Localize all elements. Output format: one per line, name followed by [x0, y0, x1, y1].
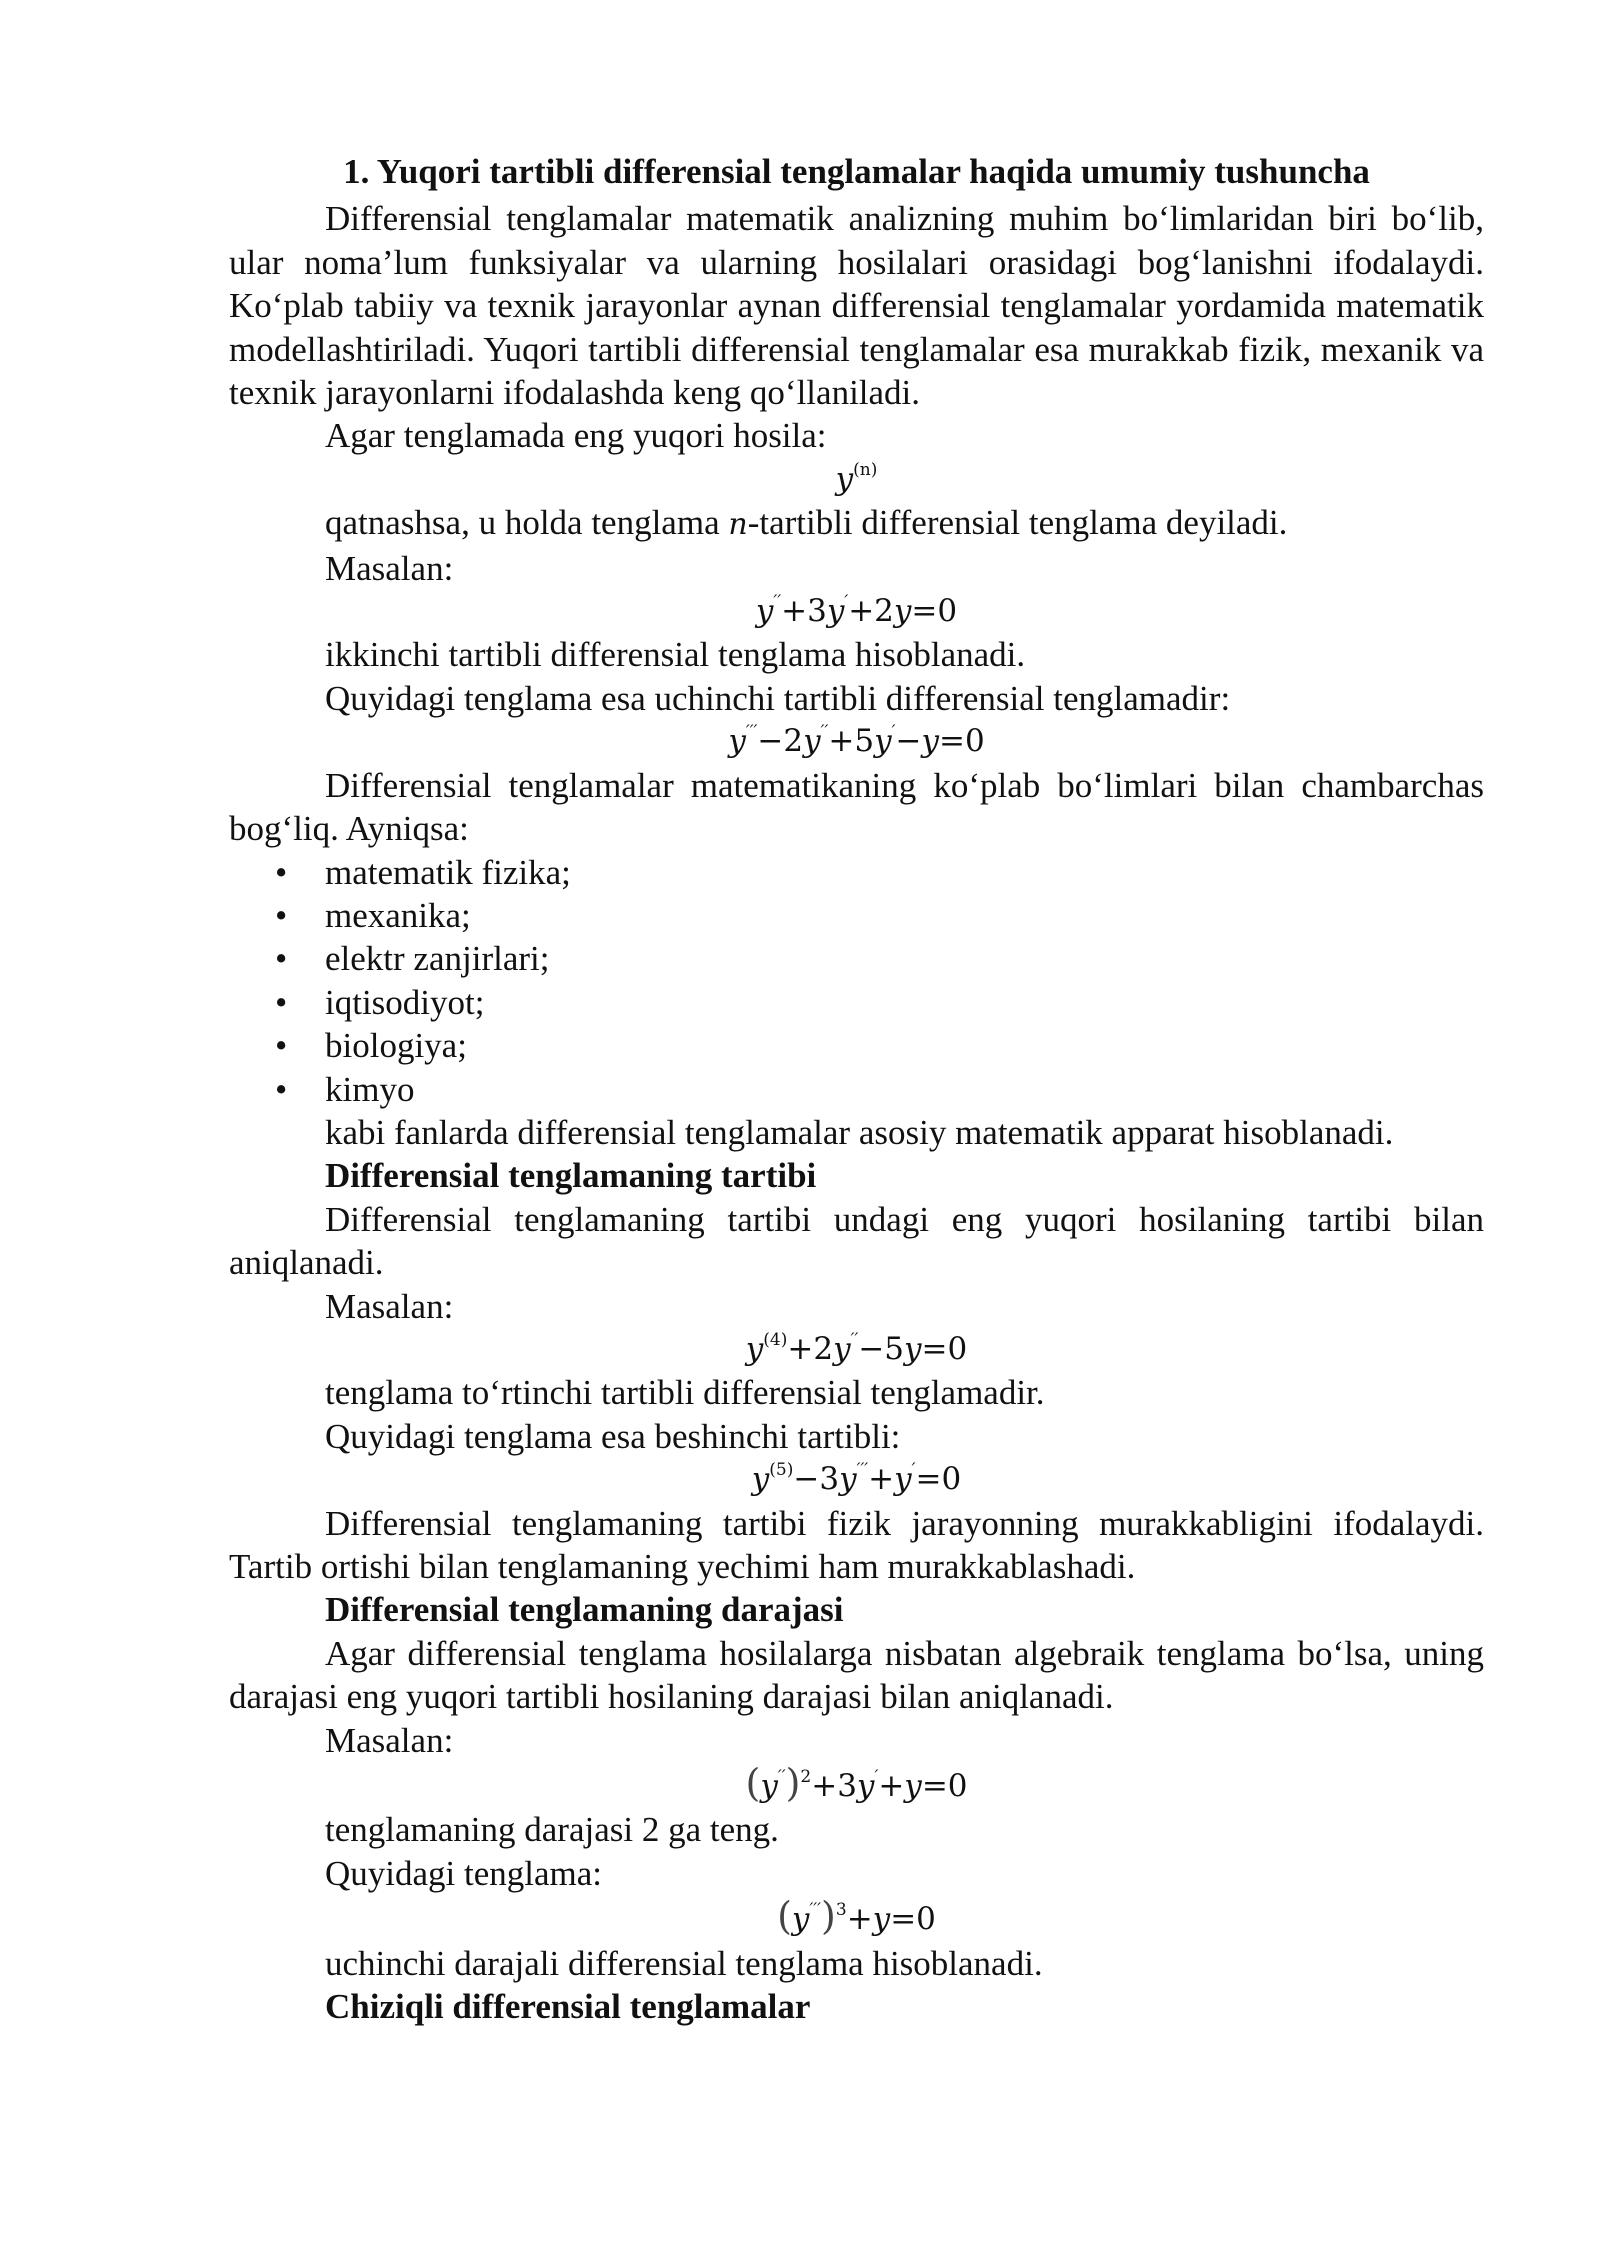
formula-degree-three: $(y''')^3+y=0$: [777, 1894, 936, 1939]
formula-third-order: y′′′−2y′′+5y′−y=0: [728, 722, 985, 760]
fields-list: [229, 851, 1484, 1111]
formula-second-order: y′′+3y′+2y=0: [755, 592, 958, 630]
third-order-intro: Quyidagi tenglama esa uchinchi tartibli differensial tenglamadir:: [325, 678, 1231, 718]
fourth-order-note: tenglama to‘rtinchi tartibli differensial tenglamadir.: [325, 1373, 1045, 1413]
example-label-3: Masalan:: [325, 1720, 454, 1760]
document-body: [229, 150, 1484, 2028]
formula-fifth-order: $y^{(5)}-3y'''+y'=0$: [751, 1460, 962, 1498]
degree-three-note: uchinchi darajali differensial tenglama hisoblanadi.: [325, 1943, 1043, 1983]
second-order-note: ikkinchi tartibli differensial tenglama hisoblanadi.: [325, 635, 1026, 675]
formula-fourth-order: $y^{(4)}+2y''-5y=0$: [745, 1329, 968, 1367]
fields-conclusion: kabi fanlarda differensial tenglamalar asosiy matematik apparat hisoblanadi.: [325, 1112, 1394, 1152]
formula-nth-derivative: $y^{(n)}$: [835, 459, 878, 497]
heading-degree: Differensial tenglamaning darajasi: [325, 1590, 844, 1630]
heading-linear: Chiziqli differensial tenglamalar: [325, 1987, 811, 2027]
list-item: • biologiya;: [229, 1024, 1484, 1067]
formula-degree-two: $(y'')^2+3y'+y=0$: [745, 1761, 968, 1806]
section-title: 1. Yuqori tartibli differensial tenglamalar haqida umumiy tushuncha: [343, 152, 1370, 191]
list-item: • matematik fizika;: [229, 851, 1484, 894]
degree-definition-paragraph: Agar differensial tenglama hosilalarga nisbatan algebraik tenglama bo‘lsa, uning darajasi eng yuqori tartibli hosilaning darajasi bilan aniqlanadi.: [229, 1633, 1484, 1717]
example-label-1: Masalan:: [325, 548, 454, 588]
example-label-2: Masalan:: [325, 1286, 454, 1326]
heading-order: Differensial tenglamaning tartibi: [325, 1156, 817, 1196]
list-item: • elektr zanjirlari;: [229, 937, 1484, 980]
list-item: • mexanika;: [229, 894, 1484, 937]
list-item: • iqtisodiyot;: [229, 981, 1484, 1024]
highest-derivative-line: Agar tenglamada eng yuqori hosila:: [325, 416, 827, 456]
nth-order-definition: qatnashsa, u holda tenglama n-tartibli differensial tenglama deyiladi.: [325, 503, 1288, 543]
order-definition-paragraph: Differensial tenglamaning tartibi undagi eng yuqori hosilaning tartibi bilan aniqlanadi.: [229, 1199, 1484, 1283]
list-item: • kimyo: [229, 1068, 1484, 1111]
degree-two-note: tenglamaning darajasi 2 ga teng.: [325, 1810, 779, 1850]
intro-paragraph: Differensial tenglamalar matematik analizning muhim bo‘limlaridan biri bo‘lib, ular noma’lum funksiyalar va ularning hosilalari orasidagi bog‘lanishni ifodalaydi. Ko‘plab tabiiy va texnik jarayonlar aynan differensial tenglamalar yordamida matematik modellashtiriladi. Yuqori tartibli differensial tenglamalar esa murakkab fizik, mexanik va texnik jarayonlarni ifodalashda keng qo‘llaniladi.: [229, 199, 1484, 413]
order-complexity-paragraph: Differensial tenglamaning tartibi fizik jarayonning murakkabligini ifodalaydi. Tartib ortishi bilan tenglamaning yechimi ham murakkablashadi.: [229, 1503, 1484, 1586]
fields-intro-paragraph: Differensial tenglamalar matematikaning ko‘plab bo‘limlari bilan chambarchas bog‘liq. Ayniqsa:: [229, 765, 1484, 849]
next-equation-intro: Quyidagi tenglama:: [325, 1853, 603, 1893]
fifth-order-intro: Quyidagi tenglama esa beshinchi tartibli:: [325, 1416, 901, 1456]
